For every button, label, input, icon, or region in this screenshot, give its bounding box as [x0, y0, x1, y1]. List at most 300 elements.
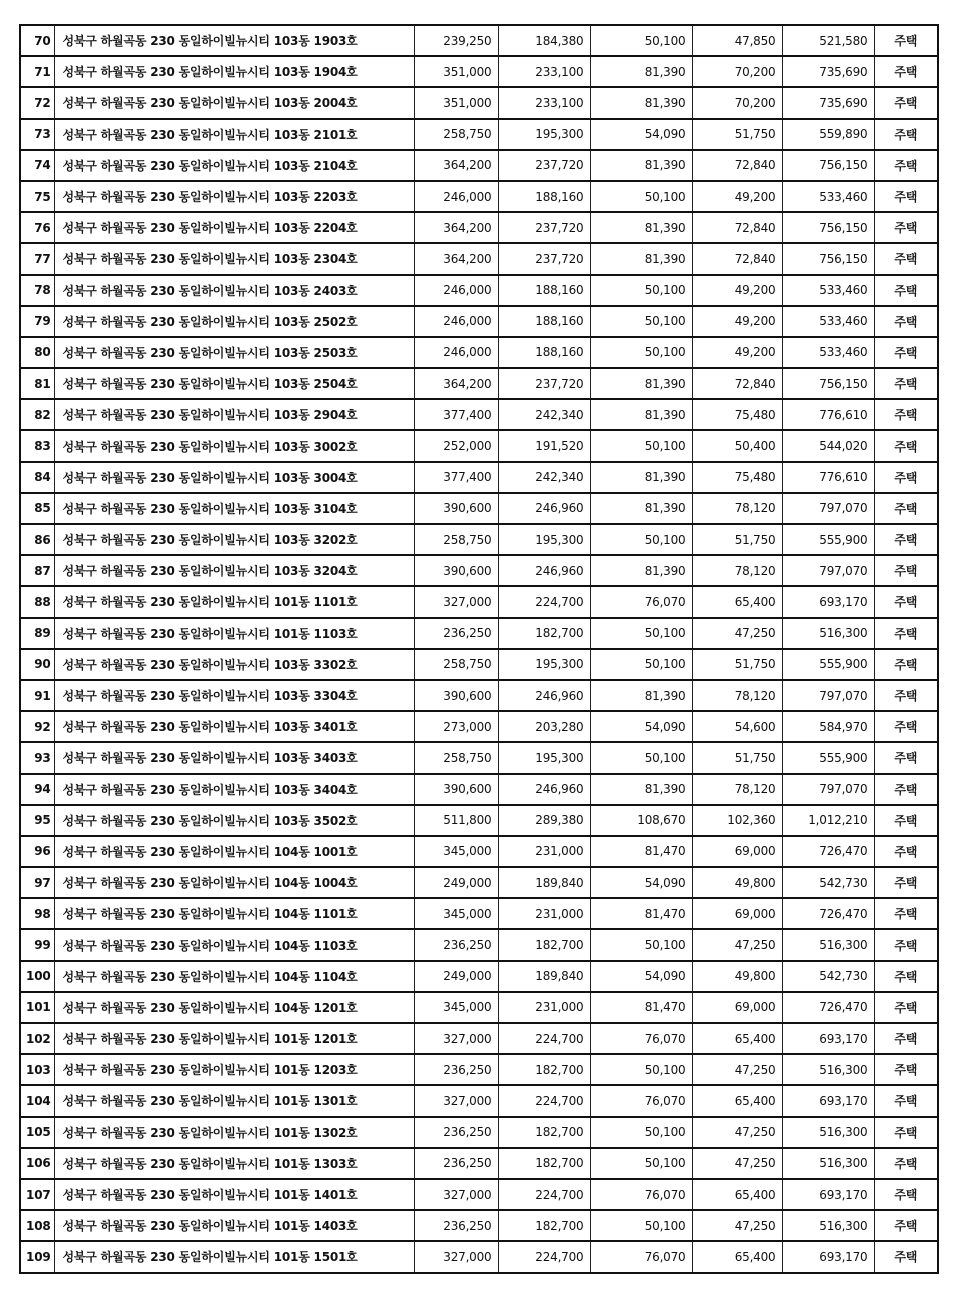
amount-cell-1: 511,800 — [414, 805, 498, 836]
amount-cell-3: 54,090 — [590, 961, 692, 992]
amount-cell-4: 47,250 — [692, 929, 782, 960]
row-number-cell: 94 — [20, 774, 54, 805]
property-type-cell: 주택 — [874, 150, 938, 181]
table-row — [20, 680, 938, 711]
total-amount-cell: 756,150 — [782, 243, 874, 274]
total-amount-cell: 516,300 — [782, 1117, 874, 1148]
amount-cell-3: 50,100 — [590, 1148, 692, 1179]
amount-cell-4: 47,850 — [692, 25, 782, 56]
property-type-cell: 주택 — [874, 929, 938, 960]
property-type-cell: 주택 — [874, 680, 938, 711]
row-number-cell: 96 — [20, 836, 54, 867]
amount-cell-1: 351,000 — [414, 87, 498, 118]
property-type-cell: 주택 — [874, 867, 938, 898]
property-type-cell: 주택 — [874, 1241, 938, 1272]
amount-cell-4: 49,800 — [692, 961, 782, 992]
amount-cell-2: 246,960 — [498, 493, 590, 524]
property-type-cell: 주택 — [874, 212, 938, 243]
row-number-cell: 105 — [20, 1117, 54, 1148]
table-row — [20, 1210, 938, 1241]
row-number-cell: 101 — [20, 992, 54, 1023]
table-row — [20, 1023, 938, 1054]
address-cell: 성북구 하월곡동 230 동일하이빌뉴시티 103동 1903호 — [54, 25, 414, 56]
table-row — [20, 1179, 938, 1210]
amount-cell-2: 242,340 — [498, 462, 590, 493]
amount-cell-4: 65,400 — [692, 586, 782, 617]
amount-cell-1: 239,250 — [414, 25, 498, 56]
property-type-cell: 주택 — [874, 119, 938, 150]
total-amount-cell: 797,070 — [782, 774, 874, 805]
amount-cell-3: 108,670 — [590, 805, 692, 836]
total-amount-cell: 542,730 — [782, 867, 874, 898]
property-type-cell: 주택 — [874, 368, 938, 399]
amount-cell-4: 50,400 — [692, 430, 782, 461]
table-row — [20, 867, 938, 898]
address-cell: 성북구 하월곡동 230 동일하이빌뉴시티 101동 1403호 — [54, 1210, 414, 1241]
property-type-cell: 주택 — [874, 306, 938, 337]
address-cell: 성북구 하월곡동 230 동일하이빌뉴시티 103동 3204호 — [54, 555, 414, 586]
total-amount-cell: 726,470 — [782, 992, 874, 1023]
row-number-cell: 80 — [20, 337, 54, 368]
row-number-cell: 71 — [20, 56, 54, 87]
amount-cell-3: 76,070 — [590, 1179, 692, 1210]
amount-cell-2: 224,700 — [498, 586, 590, 617]
amount-cell-1: 236,250 — [414, 1210, 498, 1241]
amount-cell-2: 188,160 — [498, 181, 590, 212]
address-cell: 성북구 하월곡동 230 동일하이빌뉴시티 104동 1101호 — [54, 898, 414, 929]
table-row — [20, 181, 938, 212]
table-row — [20, 462, 938, 493]
row-number-cell: 88 — [20, 586, 54, 617]
amount-cell-4: 47,250 — [692, 1054, 782, 1085]
amount-cell-2: 224,700 — [498, 1085, 590, 1116]
amount-cell-2: 231,000 — [498, 898, 590, 929]
amount-cell-2: 182,700 — [498, 1054, 590, 1085]
amount-cell-3: 81,390 — [590, 462, 692, 493]
total-amount-cell: 726,470 — [782, 898, 874, 929]
amount-cell-4: 49,200 — [692, 181, 782, 212]
property-type-cell: 주택 — [874, 337, 938, 368]
amount-cell-1: 246,000 — [414, 337, 498, 368]
table-row — [20, 711, 938, 742]
amount-cell-1: 327,000 — [414, 1179, 498, 1210]
row-number-cell: 75 — [20, 181, 54, 212]
amount-cell-1: 390,600 — [414, 555, 498, 586]
amount-cell-1: 327,000 — [414, 1241, 498, 1272]
table-row — [20, 150, 938, 181]
address-cell: 성북구 하월곡동 230 동일하이빌뉴시티 103동 2904호 — [54, 399, 414, 430]
property-type-cell: 주택 — [874, 87, 938, 118]
row-number-cell: 78 — [20, 275, 54, 306]
amount-cell-1: 249,000 — [414, 961, 498, 992]
amount-cell-1: 351,000 — [414, 56, 498, 87]
address-cell: 성북구 하월곡동 230 동일하이빌뉴시티 104동 1004호 — [54, 867, 414, 898]
amount-cell-2: 246,960 — [498, 680, 590, 711]
address-cell: 성북구 하월곡동 230 동일하이빌뉴시티 103동 2503호 — [54, 337, 414, 368]
table-row — [20, 1148, 938, 1179]
row-number-cell: 72 — [20, 87, 54, 118]
row-number-cell: 76 — [20, 212, 54, 243]
amount-cell-1: 246,000 — [414, 275, 498, 306]
address-cell: 성북구 하월곡동 230 동일하이빌뉴시티 103동 2504호 — [54, 368, 414, 399]
amount-cell-4: 49,200 — [692, 337, 782, 368]
address-cell: 성북구 하월곡동 230 동일하이빌뉴시티 103동 2004호 — [54, 87, 414, 118]
amount-cell-2: 289,380 — [498, 805, 590, 836]
row-number-cell: 82 — [20, 399, 54, 430]
property-type-cell: 주택 — [874, 1023, 938, 1054]
amount-cell-1: 246,000 — [414, 181, 498, 212]
amount-cell-4: 72,840 — [692, 368, 782, 399]
address-cell: 성북구 하월곡동 230 동일하이빌뉴시티 103동 2101호 — [54, 119, 414, 150]
amount-cell-3: 50,100 — [590, 742, 692, 773]
address-cell: 성북구 하월곡동 230 동일하이빌뉴시티 101동 1501호 — [54, 1241, 414, 1272]
total-amount-cell: 584,970 — [782, 711, 874, 742]
amount-cell-2: 188,160 — [498, 306, 590, 337]
property-type-cell: 주택 — [874, 618, 938, 649]
amount-cell-2: 237,720 — [498, 243, 590, 274]
amount-cell-2: 191,520 — [498, 430, 590, 461]
amount-cell-4: 51,750 — [692, 119, 782, 150]
total-amount-cell: 776,610 — [782, 462, 874, 493]
amount-cell-1: 390,600 — [414, 680, 498, 711]
amount-cell-3: 50,100 — [590, 1117, 692, 1148]
amount-cell-2: 189,840 — [498, 867, 590, 898]
row-number-cell: 102 — [20, 1023, 54, 1054]
row-number-cell: 73 — [20, 119, 54, 150]
address-cell: 성북구 하월곡동 230 동일하이빌뉴시티 103동 3401호 — [54, 711, 414, 742]
row-number-cell: 109 — [20, 1241, 54, 1272]
row-number-cell: 83 — [20, 430, 54, 461]
amount-cell-1: 377,400 — [414, 399, 498, 430]
amount-cell-3: 81,390 — [590, 243, 692, 274]
table-row — [20, 1054, 938, 1085]
table-row — [20, 1241, 938, 1272]
amount-cell-3: 81,390 — [590, 680, 692, 711]
amount-cell-4: 75,480 — [692, 399, 782, 430]
address-cell: 성북구 하월곡동 230 동일하이빌뉴시티 103동 2203호 — [54, 181, 414, 212]
amount-cell-1: 236,250 — [414, 618, 498, 649]
amount-cell-4: 70,200 — [692, 56, 782, 87]
amount-cell-4: 65,400 — [692, 1023, 782, 1054]
amount-cell-4: 65,400 — [692, 1085, 782, 1116]
property-type-cell: 주택 — [874, 181, 938, 212]
property-type-cell: 주택 — [874, 1148, 938, 1179]
property-type-cell: 주택 — [874, 555, 938, 586]
amount-cell-4: 65,400 — [692, 1241, 782, 1272]
amount-cell-3: 50,100 — [590, 524, 692, 555]
table-body — [20, 25, 938, 1273]
total-amount-cell: 533,460 — [782, 181, 874, 212]
amount-cell-4: 69,000 — [692, 836, 782, 867]
amount-cell-2: 184,380 — [498, 25, 590, 56]
table-row — [20, 961, 938, 992]
address-cell: 성북구 하월곡동 230 동일하이빌뉴시티 103동 2104호 — [54, 150, 414, 181]
amount-cell-1: 345,000 — [414, 836, 498, 867]
property-type-cell: 주택 — [874, 805, 938, 836]
address-cell: 성북구 하월곡동 230 동일하이빌뉴시티 103동 2204호 — [54, 212, 414, 243]
amount-cell-2: 182,700 — [498, 1210, 590, 1241]
total-amount-cell: 516,300 — [782, 618, 874, 649]
amount-cell-3: 76,070 — [590, 1241, 692, 1272]
amount-cell-4: 70,200 — [692, 87, 782, 118]
property-type-cell: 주택 — [874, 1085, 938, 1116]
table-row — [20, 337, 938, 368]
amount-cell-2: 237,720 — [498, 212, 590, 243]
table-row — [20, 243, 938, 274]
amount-cell-4: 78,120 — [692, 555, 782, 586]
amount-cell-1: 345,000 — [414, 992, 498, 1023]
property-type-cell: 주택 — [874, 25, 938, 56]
total-amount-cell: 693,170 — [782, 1085, 874, 1116]
property-type-cell: 주택 — [874, 399, 938, 430]
total-amount-cell: 516,300 — [782, 1210, 874, 1241]
row-number-cell: 98 — [20, 898, 54, 929]
amount-cell-3: 81,390 — [590, 150, 692, 181]
amount-cell-3: 81,390 — [590, 368, 692, 399]
amount-cell-3: 76,070 — [590, 1085, 692, 1116]
amount-cell-2: 182,700 — [498, 1148, 590, 1179]
amount-cell-2: 237,720 — [498, 150, 590, 181]
amount-cell-4: 49,200 — [692, 306, 782, 337]
row-number-cell: 103 — [20, 1054, 54, 1085]
property-type-cell: 주택 — [874, 649, 938, 680]
table-row — [20, 399, 938, 430]
total-amount-cell: 521,580 — [782, 25, 874, 56]
amount-cell-2: 224,700 — [498, 1023, 590, 1054]
property-type-cell: 주택 — [874, 524, 938, 555]
amount-cell-2: 188,160 — [498, 337, 590, 368]
row-number-cell: 84 — [20, 462, 54, 493]
address-cell: 성북구 하월곡동 230 동일하이빌뉴시티 103동 3004호 — [54, 462, 414, 493]
row-number-cell: 97 — [20, 867, 54, 898]
amount-cell-1: 236,250 — [414, 1117, 498, 1148]
row-number-cell: 90 — [20, 649, 54, 680]
amount-cell-2: 182,700 — [498, 929, 590, 960]
address-cell: 성북구 하월곡동 230 동일하이빌뉴시티 101동 1401호 — [54, 1179, 414, 1210]
amount-cell-4: 72,840 — [692, 212, 782, 243]
amount-cell-2: 182,700 — [498, 618, 590, 649]
amount-cell-4: 47,250 — [692, 1210, 782, 1241]
amount-cell-2: 224,700 — [498, 1179, 590, 1210]
amount-cell-2: 224,700 — [498, 1241, 590, 1272]
table-row — [20, 25, 938, 56]
property-type-cell: 주택 — [874, 56, 938, 87]
table-row — [20, 524, 938, 555]
amount-cell-4: 47,250 — [692, 1117, 782, 1148]
property-type-cell: 주택 — [874, 711, 938, 742]
amount-cell-2: 195,300 — [498, 742, 590, 773]
table-row — [20, 368, 938, 399]
total-amount-cell: 735,690 — [782, 56, 874, 87]
total-amount-cell: 797,070 — [782, 555, 874, 586]
property-type-cell: 주택 — [874, 836, 938, 867]
amount-cell-1: 345,000 — [414, 898, 498, 929]
table-row — [20, 774, 938, 805]
amount-cell-1: 364,200 — [414, 212, 498, 243]
row-number-cell: 74 — [20, 150, 54, 181]
amount-cell-1: 273,000 — [414, 711, 498, 742]
amount-cell-3: 81,470 — [590, 992, 692, 1023]
total-amount-cell: 1,012,210 — [782, 805, 874, 836]
amount-cell-2: 233,100 — [498, 87, 590, 118]
amount-cell-2: 188,160 — [498, 275, 590, 306]
amount-cell-1: 258,750 — [414, 524, 498, 555]
amount-cell-4: 51,750 — [692, 524, 782, 555]
amount-cell-1: 327,000 — [414, 586, 498, 617]
property-type-cell: 주택 — [874, 774, 938, 805]
amount-cell-4: 72,840 — [692, 243, 782, 274]
table-row — [20, 742, 938, 773]
property-type-cell: 주택 — [874, 1179, 938, 1210]
table-row — [20, 555, 938, 586]
property-type-cell: 주택 — [874, 898, 938, 929]
address-cell: 성북구 하월곡동 230 동일하이빌뉴시티 103동 3202호 — [54, 524, 414, 555]
total-amount-cell: 516,300 — [782, 1148, 874, 1179]
amount-cell-4: 69,000 — [692, 992, 782, 1023]
address-cell: 성북구 하월곡동 230 동일하이빌뉴시티 101동 1101호 — [54, 586, 414, 617]
address-cell: 성북구 하월곡동 230 동일하이빌뉴시티 103동 2403호 — [54, 275, 414, 306]
table-row — [20, 992, 938, 1023]
amount-cell-1: 390,600 — [414, 774, 498, 805]
amount-cell-1: 390,600 — [414, 493, 498, 524]
total-amount-cell: 693,170 — [782, 1241, 874, 1272]
total-amount-cell: 756,150 — [782, 212, 874, 243]
address-cell: 성북구 하월곡동 230 동일하이빌뉴시티 103동 3304호 — [54, 680, 414, 711]
amount-cell-3: 50,100 — [590, 337, 692, 368]
address-cell: 성북구 하월곡동 230 동일하이빌뉴시티 103동 3404호 — [54, 774, 414, 805]
amount-cell-4: 102,360 — [692, 805, 782, 836]
address-cell: 성북구 하월곡동 230 동일하이빌뉴시티 101동 1103호 — [54, 618, 414, 649]
total-amount-cell: 797,070 — [782, 493, 874, 524]
amount-cell-3: 54,090 — [590, 867, 692, 898]
amount-cell-3: 76,070 — [590, 1023, 692, 1054]
row-number-cell: 106 — [20, 1148, 54, 1179]
total-amount-cell: 533,460 — [782, 275, 874, 306]
amount-cell-4: 51,750 — [692, 649, 782, 680]
table-row — [20, 618, 938, 649]
amount-cell-4: 47,250 — [692, 1148, 782, 1179]
property-type-cell: 주택 — [874, 430, 938, 461]
total-amount-cell: 726,470 — [782, 836, 874, 867]
amount-cell-3: 50,100 — [590, 181, 692, 212]
amount-cell-3: 81,390 — [590, 56, 692, 87]
amount-cell-3: 50,100 — [590, 430, 692, 461]
amount-cell-3: 50,100 — [590, 25, 692, 56]
amount-cell-4: 72,840 — [692, 150, 782, 181]
address-cell: 성북구 하월곡동 230 동일하이빌뉴시티 101동 1201호 — [54, 1023, 414, 1054]
row-number-cell: 79 — [20, 306, 54, 337]
row-number-cell: 89 — [20, 618, 54, 649]
address-cell: 성북구 하월곡동 230 동일하이빌뉴시티 104동 1201호 — [54, 992, 414, 1023]
total-amount-cell: 559,890 — [782, 119, 874, 150]
address-cell: 성북구 하월곡동 230 동일하이빌뉴시티 103동 2304호 — [54, 243, 414, 274]
property-type-cell: 주택 — [874, 961, 938, 992]
total-amount-cell: 693,170 — [782, 1023, 874, 1054]
table-row — [20, 56, 938, 87]
amount-cell-3: 81,470 — [590, 836, 692, 867]
amount-cell-2: 195,300 — [498, 119, 590, 150]
total-amount-cell: 756,150 — [782, 368, 874, 399]
total-amount-cell: 776,610 — [782, 399, 874, 430]
amount-cell-3: 50,100 — [590, 649, 692, 680]
amount-cell-2: 231,000 — [498, 836, 590, 867]
amount-cell-1: 236,250 — [414, 1054, 498, 1085]
amount-cell-1: 258,750 — [414, 649, 498, 680]
amount-cell-4: 54,600 — [692, 711, 782, 742]
property-type-cell: 주택 — [874, 462, 938, 493]
property-type-cell: 주택 — [874, 586, 938, 617]
total-amount-cell: 797,070 — [782, 680, 874, 711]
property-type-cell: 주택 — [874, 493, 938, 524]
row-number-cell: 95 — [20, 805, 54, 836]
amount-cell-1: 364,200 — [414, 368, 498, 399]
total-amount-cell: 756,150 — [782, 150, 874, 181]
amount-cell-4: 69,000 — [692, 898, 782, 929]
row-number-cell: 87 — [20, 555, 54, 586]
address-cell: 성북구 하월곡동 230 동일하이빌뉴시티 104동 1103호 — [54, 929, 414, 960]
amount-cell-1: 327,000 — [414, 1085, 498, 1116]
total-amount-cell: 516,300 — [782, 929, 874, 960]
amount-cell-3: 54,090 — [590, 711, 692, 742]
amount-cell-3: 50,100 — [590, 306, 692, 337]
amount-cell-3: 50,100 — [590, 618, 692, 649]
amount-cell-3: 50,100 — [590, 929, 692, 960]
property-type-cell: 주택 — [874, 243, 938, 274]
property-type-cell: 주택 — [874, 742, 938, 773]
amount-cell-4: 75,480 — [692, 462, 782, 493]
amount-cell-3: 50,100 — [590, 275, 692, 306]
amount-cell-3: 81,390 — [590, 555, 692, 586]
property-type-cell: 주택 — [874, 1210, 938, 1241]
total-amount-cell: 544,020 — [782, 430, 874, 461]
total-amount-cell: 693,170 — [782, 586, 874, 617]
amount-cell-3: 81,390 — [590, 774, 692, 805]
row-number-cell: 93 — [20, 742, 54, 773]
amount-cell-2: 242,340 — [498, 399, 590, 430]
total-amount-cell: 542,730 — [782, 961, 874, 992]
row-number-cell: 85 — [20, 493, 54, 524]
row-number-cell: 100 — [20, 961, 54, 992]
amount-cell-1: 249,000 — [414, 867, 498, 898]
row-number-cell: 70 — [20, 25, 54, 56]
table-row — [20, 649, 938, 680]
row-number-cell: 108 — [20, 1210, 54, 1241]
total-amount-cell: 533,460 — [782, 337, 874, 368]
amount-cell-3: 81,470 — [590, 898, 692, 929]
amount-cell-4: 78,120 — [692, 774, 782, 805]
amount-cell-4: 47,250 — [692, 618, 782, 649]
row-number-cell: 99 — [20, 929, 54, 960]
row-number-cell: 104 — [20, 1085, 54, 1116]
table-row — [20, 306, 938, 337]
table-row — [20, 430, 938, 461]
amount-cell-3: 81,390 — [590, 212, 692, 243]
amount-cell-3: 81,390 — [590, 87, 692, 118]
row-number-cell: 81 — [20, 368, 54, 399]
total-amount-cell: 693,170 — [782, 1179, 874, 1210]
property-type-cell: 주택 — [874, 1117, 938, 1148]
total-amount-cell: 516,300 — [782, 1054, 874, 1085]
amount-cell-1: 246,000 — [414, 306, 498, 337]
address-cell: 성북구 하월곡동 230 동일하이빌뉴시티 103동 1904호 — [54, 56, 414, 87]
table-row — [20, 212, 938, 243]
table-row — [20, 929, 938, 960]
amount-cell-1: 236,250 — [414, 1148, 498, 1179]
table-row — [20, 836, 938, 867]
total-amount-cell: 555,900 — [782, 649, 874, 680]
amount-cell-1: 252,000 — [414, 430, 498, 461]
table-row — [20, 898, 938, 929]
